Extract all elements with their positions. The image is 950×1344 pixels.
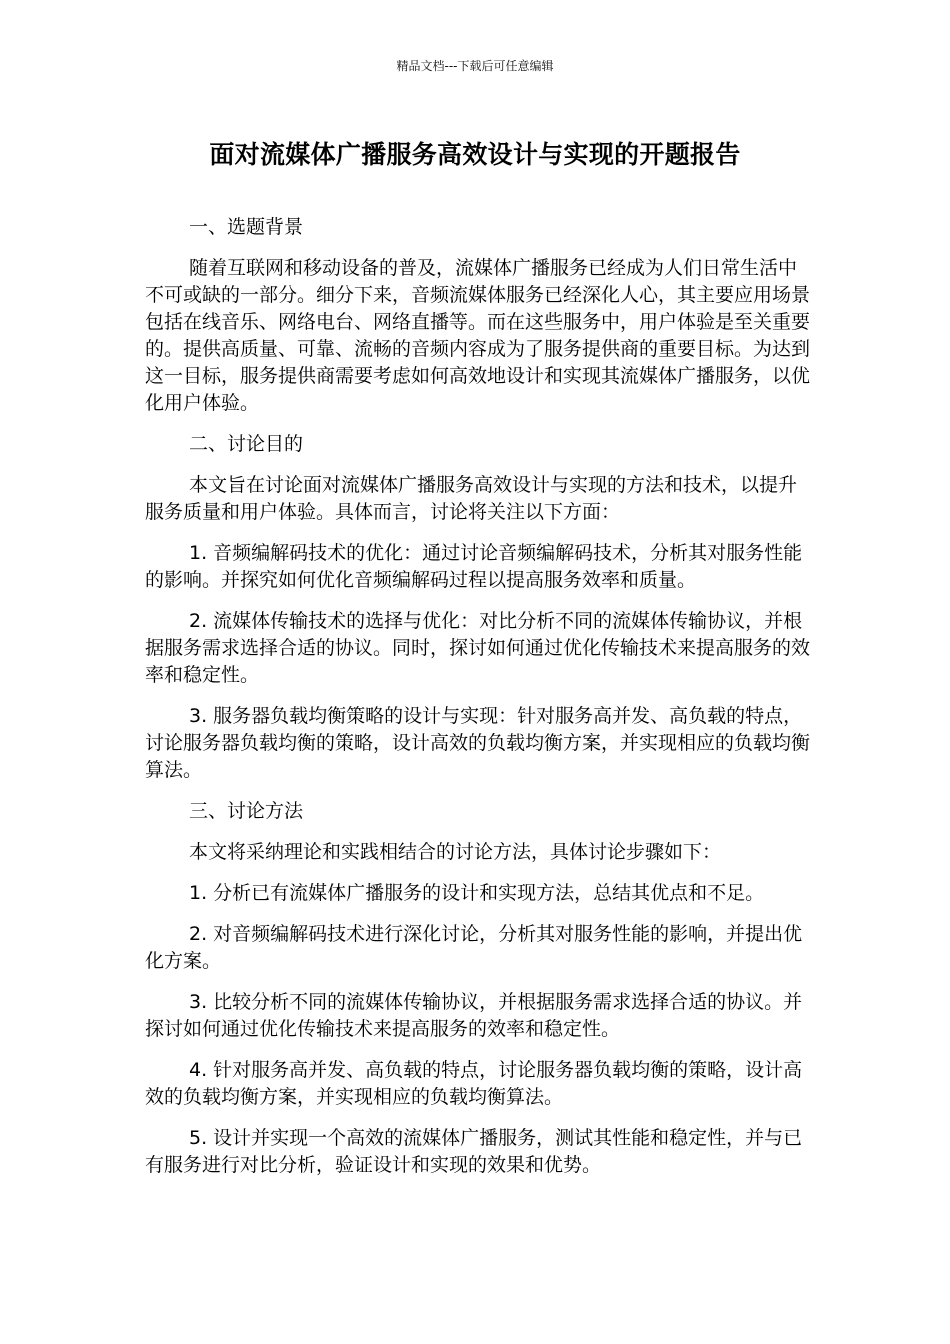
list-item: 3. 服务器负载均衡策略的设计与实现：针对服务高并发、高负载的特点，讨论服务器负载均衡的策略，设计高效的负载均衡方案，并实现相应的负载均衡算法。 xyxy=(145,705,811,781)
list-item: 4. 针对服务高并发、高负载的特点，讨论服务器负载均衡的策略，设计高效的负载均衡方案，并实现相应的负载均衡算法。 xyxy=(145,1059,803,1108)
paragraph: 本文将采纳理论和实践相结合的讨论方法，具体讨论步骤如下： xyxy=(189,841,722,863)
list-item: 5. 设计并实现一个高效的流媒体广播服务，测试其性能和稳定性，并与已有服务进行对比分析，验证设计和实现的效果和优势。 xyxy=(145,1127,803,1176)
paragraph: 本文旨在讨论面对流媒体广播服务高效设计与实现的方法和技术，以提升服务质量和用户体验。具体而言，讨论将关注以下方面： xyxy=(145,474,798,523)
list-item: 1. 分析已有流媒体广播服务的设计和实现方法，总结其优点和不足。 xyxy=(189,882,765,904)
list-item: 2. 对音频编解码技术进行深化讨论，分析其对服务性能的影响，并提出优化方案。 xyxy=(145,923,803,972)
list-item: 3. 比较分析不同的流媒体传输协议，并根据服务需求选择合适的协议。并探讨如何通过优化传输技术来提高服务的效率和稳定性。 xyxy=(145,991,803,1040)
paragraph: 随着互联网和移动设备的普及，流媒体广播服务已经成为人们日常生活中不可或缺的一部分。细分下来，音频流媒体服务已经深化人心，其主要应用场景包括在线音乐、网络电台、网络直播等。而在这些服务中，用户体验是至关重要的。提供高质量、可靠、流畅的音频内容成为了服务提供商的重要目标。为达到这一目标，服务提供商需要考虑如何高效地设计和实现其流媒体广播服务，以优化用户体验。 xyxy=(145,257,811,414)
list-item: 2. 流媒体传输技术的选择与优化：对比分析不同的流媒体传输协议，并根据服务需求选择合适的协议。同时，探讨如何通过优化传输技术来提高服务的效率和稳定性。 xyxy=(145,610,811,686)
document-body xyxy=(145,214,813,1193)
section-heading: 三、讨论方法 xyxy=(189,800,304,822)
page-header: 精品文档---下载后可任意编辑 xyxy=(396,59,554,73)
list-item: 1. 音频编解码技术的优化：通过讨论音频编解码技术，分析其对服务性能的影响。并探究如何优化音频编解码过程以提高服务效率和质量。 xyxy=(145,542,803,591)
section-heading: 二、讨论目的 xyxy=(189,433,304,455)
section-heading: 一、选题背景 xyxy=(189,216,304,238)
document-title: 面对流媒体广播服务高效设计与实现的开题报告 xyxy=(209,140,741,169)
